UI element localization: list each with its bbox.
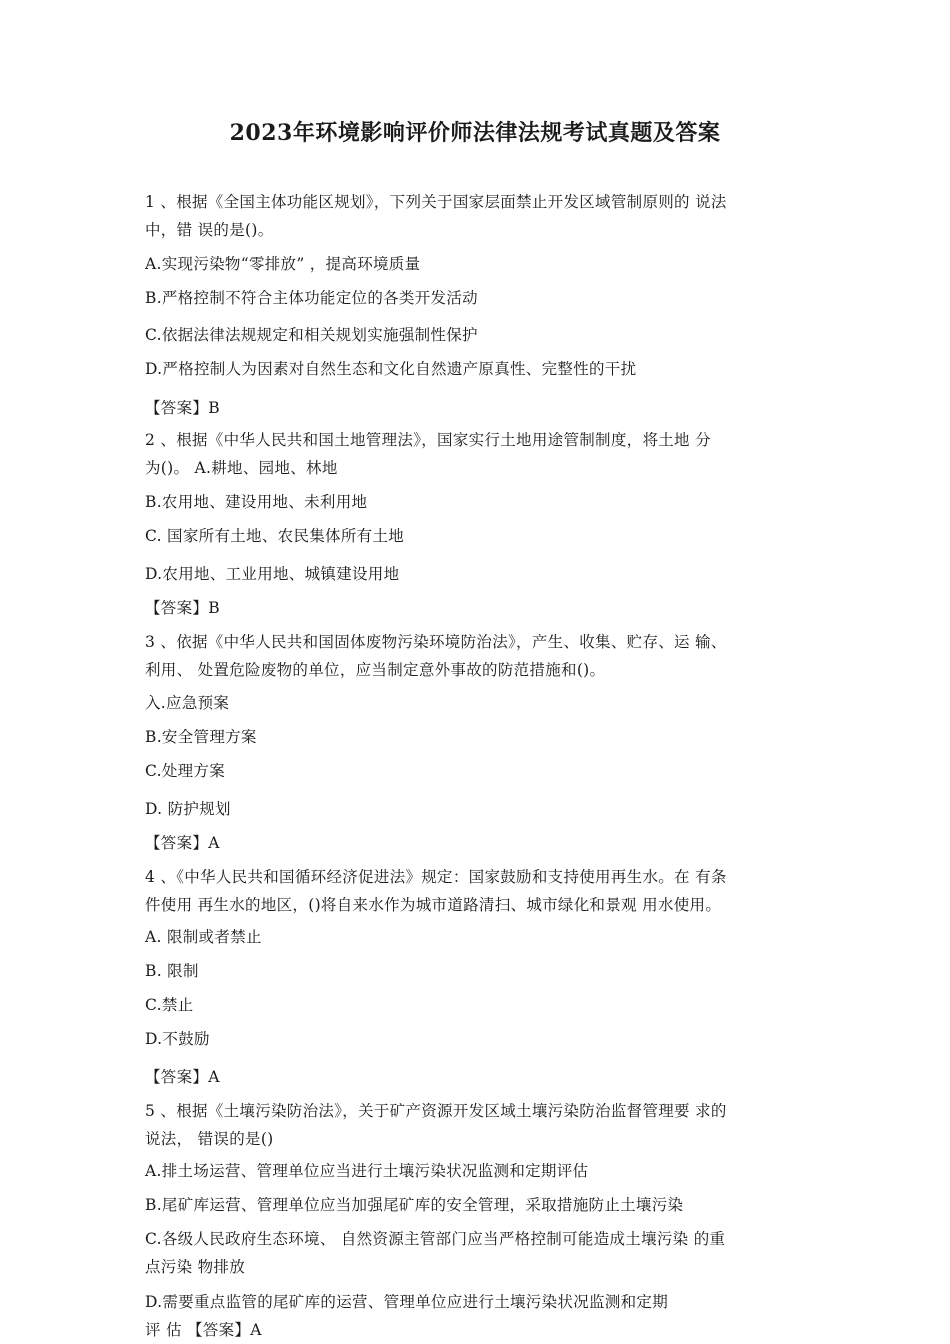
q3-stem-line1: 3 、依据《中华人民共和国固体废物污染环境防治法》，产生、收集、贮存、运 输、: [145, 633, 727, 651]
q5-option-d-line2: 评 估 【答案】A: [145, 1321, 262, 1339]
q3-option-c: C.处理方案: [145, 762, 226, 780]
q4-option-b: B. 限制: [145, 962, 199, 980]
q3-option-a: 入.应急预案: [145, 694, 230, 712]
q4-stem-line2: 件使用 再生水的地区，()将自来水作为城市道路清扫、城市绿化和景观 用水使用。: [145, 896, 722, 914]
q2-option-d: D.农用地、工业用地、城镇建设用地: [145, 565, 400, 583]
q1-answer: 【答案】B: [145, 399, 220, 417]
q1-stem-line2: 中，错 误的是()。: [145, 221, 274, 239]
q4-option-a: A. 限制或者禁止: [145, 928, 262, 946]
q1-option-d: D.严格控制人为因素对自然生态和文化自然遗产原真性、完整性的干扰: [145, 360, 637, 378]
q5-option-a: A.排土场运营、管理单位应当进行土壤污染状况监测和定期评估: [145, 1162, 589, 1180]
q5-option-c-line1: C.各级人民政府生态环境、 自然资源主管部门应当严格控制可能造成土壤污染 的重: [145, 1230, 726, 1248]
q5-stem-line1: 5 、根据《土壤污染防治法》，关于矿产资源开发区域土壤污染防治监督管理要 求的: [145, 1102, 727, 1120]
q5-option-d-line1: D.需要重点监管的尾矿库的运营、管理单位应进行土壤污染状况监测和定期: [145, 1293, 669, 1311]
q3-option-d: D. 防护规划: [145, 800, 231, 818]
q1-option-c: C.依据法律法规规定和相关规划实施强制性保护: [145, 326, 478, 344]
q4-option-c: C.禁止: [145, 996, 194, 1014]
q5-option-b: B.尾矿库运营、管理单位应当加强尾矿库的安全管理，采取措施防止土壤污染: [145, 1196, 684, 1214]
q5-stem-line2: 说法， 错误的是(): [145, 1130, 274, 1148]
q5-option-c-line2: 点污染 物排放: [145, 1258, 246, 1276]
q3-option-b: B.安全管理方案: [145, 728, 257, 746]
q2-option-c: C. 国家所有土地、农民集体所有土地: [145, 527, 405, 545]
q1-stem-line1: 1 、根据《全国主体功能区规划》，下列关于国家层面禁止开发区域管制原则的 说法: [145, 193, 727, 211]
q4-answer: 【答案】A: [145, 1068, 220, 1086]
q2-option-b: B.农用地、建设用地、未利用地: [145, 493, 368, 511]
q1-option-a: A.实现污染物“零排放” ，提高环境质量: [145, 255, 421, 273]
q1-option-b: B.严格控制不符合主体功能定位的各类开发活动: [145, 289, 478, 307]
q3-answer: 【答案】A: [145, 834, 220, 852]
q3-stem-line2: 利用、 处置危险废物的单位，应当制定意外事故的防范措施和()。: [145, 661, 606, 679]
q4-stem-line1: 4 、《中华人民共和国循环经济促进法》规定：国家鼓励和支持使用再生水。在 有条: [145, 868, 727, 886]
q2-stem-line2: 为()。 A.耕地、园地、林地: [145, 459, 338, 477]
q4-option-d: D.不鼓励: [145, 1030, 210, 1048]
q2-answer: 【答案】B: [145, 599, 220, 617]
document-title: 2023年环境影响评价师法律法规考试真题及答案: [229, 120, 721, 146]
q2-stem-line1: 2 、根据《中华人民共和国土地管理法》，国家实行土地用途管制制度，将土地 分: [145, 431, 711, 449]
